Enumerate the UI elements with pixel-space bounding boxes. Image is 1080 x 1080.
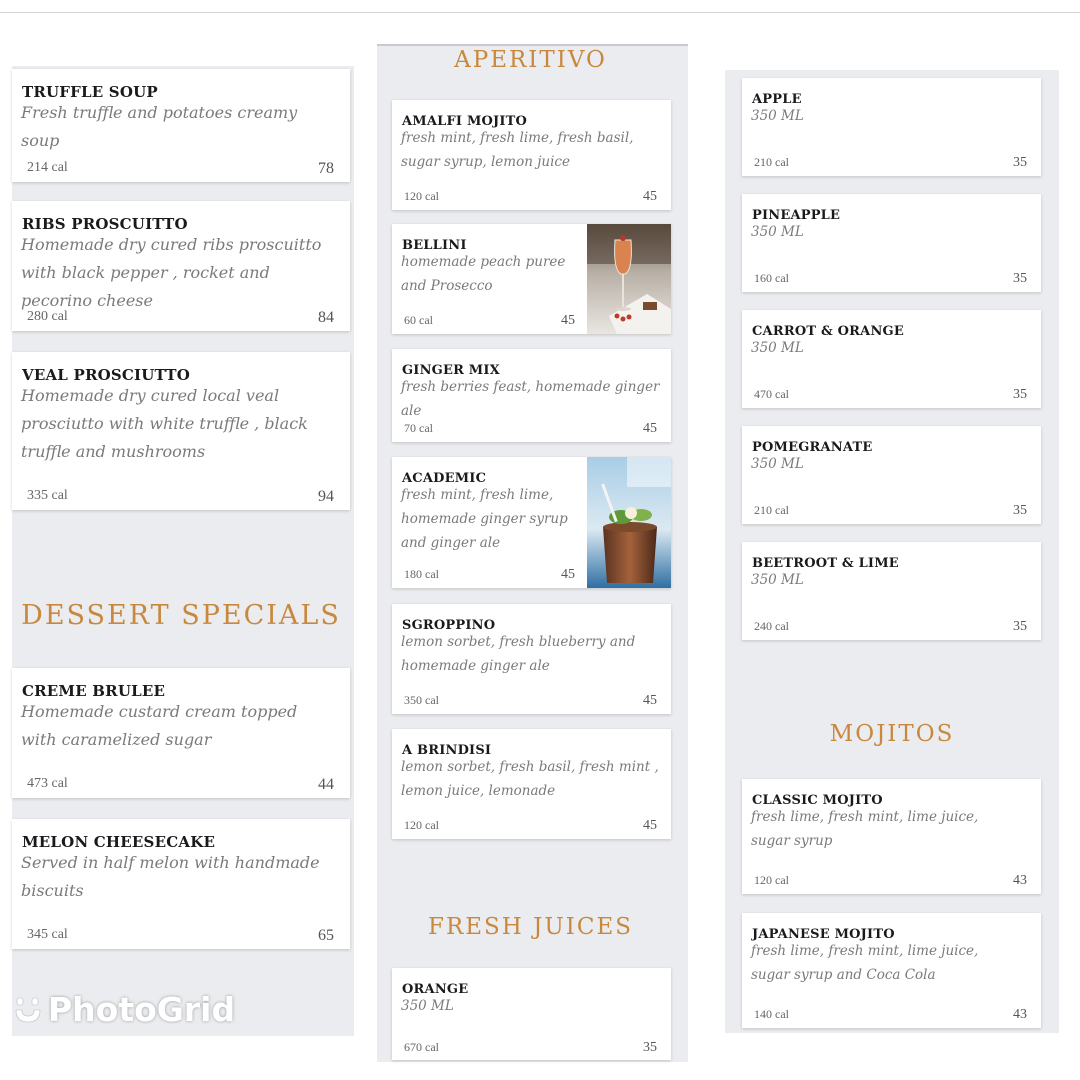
menu-card-creme-brulee[interactable] [12,668,350,798]
menu-card-academic[interactable] [392,457,671,588]
menu-card-veal-prosciutto[interactable] [12,352,350,510]
item-price: 35 [1013,619,1027,634]
item-name: A BRINDISI [402,743,492,758]
item-name: ACADEMIC [402,471,487,486]
item-price: 45 [643,818,657,833]
item-description: fresh berries feast, homemade ginger ale [401,379,660,419]
menu-card-apple[interactable] [742,78,1041,176]
item-calories: 280 cal [27,309,68,324]
item-description: Served in half melon with handmade biscuits [21,853,320,900]
menu-card-classic-mojito[interactable] [742,779,1041,894]
item-price: 35 [1013,271,1027,286]
item-price: 78 [318,160,334,177]
item-description: Homemade dry cured ribs proscuitto with black pepper , rocket and pecorino cheese [21,235,322,310]
item-description: 350 ML [751,340,804,356]
item-name: SGROPPINO [402,618,496,633]
item-name: POMEGRANATE [752,440,873,455]
section-title-mojitos: MOJITOS [829,721,955,747]
item-name: CREME BRULEE [22,682,166,700]
item-calories: 214 cal [27,160,68,175]
item-calories: 473 cal [27,776,68,791]
item-description: 350 ML [751,224,804,240]
item-calories: 350 cal [404,693,439,707]
item-name: CARROT & ORANGE [752,324,904,339]
item-description: Homemade custard cream topped with caramelized sugar [21,702,298,749]
photogrid-logo-icon [14,994,42,1024]
item-description: fresh lime, fresh mint, lime juice, sugar syrup [751,809,979,849]
item-description: 350 ML [751,456,804,472]
left-column [12,66,354,1036]
item-calories: 180 cal [404,567,439,581]
item-description: homemade peach puree and Prosecco [401,254,566,294]
bellini-photo [587,224,671,334]
section-title-aperitivo: APERITIVO [454,47,607,73]
item-name: CLASSIC MOJITO [752,793,883,808]
item-calories: 60 cal [404,313,433,327]
right-column [725,70,1059,1033]
item-calories: 210 cal [754,503,789,517]
item-description: 350 ML [751,108,804,124]
item-price: 44 [318,776,334,793]
item-description: 350 ML [751,572,804,588]
item-name: AMALFI MOJITO [402,114,528,129]
menu-card-ribs-proscuitto[interactable] [12,201,350,331]
item-price: 43 [1013,873,1027,888]
item-name: VEAL PROSCIUTTO [22,366,191,384]
item-name: JAPANESE MOJITO [752,927,895,942]
photogrid-watermark [14,990,235,1029]
item-price: 94 [318,488,334,505]
item-price: 45 [561,313,575,328]
item-name: APPLE [752,92,802,107]
item-price: 45 [643,189,657,204]
item-description: lemon sorbet, fresh basil, fresh mint , lemon juice, lemonade [401,759,659,799]
item-price: 45 [643,693,657,708]
item-description: Homemade dry cured local veal prosciutto with white truffle , black truffle and mushrooms [21,386,308,461]
item-price: 35 [1013,503,1027,518]
section-title-dessert-specials: DESSERT SPECIALS [21,600,341,631]
item-description: Fresh truffle and potatoes creamy soup [21,103,298,150]
item-name: RIBS PROSCUITTO [22,215,188,233]
item-description: fresh mint, fresh lime, homemade ginger syrup and ginger ale [401,487,568,551]
menu-card-truffle-soup[interactable] [12,69,350,182]
item-calories: 140 cal [754,1007,789,1021]
item-description: fresh lime, fresh mint, lime juice, sugar syrup and Coca Cola [751,943,979,983]
item-description: 350 ML [401,998,454,1014]
item-calories: 160 cal [754,271,789,285]
item-name: BEETROOT & LIME [752,556,899,571]
menu-card-orange[interactable] [392,968,671,1060]
item-calories: 470 cal [754,387,789,401]
item-calories: 70 cal [404,421,433,435]
academic-photo [587,457,671,588]
watermark-text: PhotoGrid [48,990,236,1029]
item-name: PINEAPPLE [752,208,841,223]
item-price: 45 [643,421,657,436]
menu-card-pineapple[interactable] [742,194,1041,292]
item-price: 35 [1013,387,1027,402]
item-name: GINGER MIX [402,363,500,378]
item-name: BELLINI [402,238,467,253]
item-price: 35 [1013,155,1027,170]
menu-card-japanese-mojito[interactable] [742,913,1041,1028]
top-divider [0,12,1080,13]
item-name: ORANGE [402,982,469,997]
menu-card-a-brindisi[interactable] [392,729,671,839]
menu-card-bellini[interactable] [392,224,671,334]
menu-card-sgroppino[interactable] [392,604,671,714]
middle-column [377,44,688,1062]
item-price: 43 [1013,1007,1027,1022]
menu-card-ginger-mix[interactable] [392,349,671,442]
menu-card-beetroot-lime[interactable] [742,542,1041,640]
item-calories: 210 cal [754,155,789,169]
item-name: TRUFFLE SOUP [22,83,158,101]
item-calories: 240 cal [754,619,789,633]
section-title-fresh-juices: FRESH JUICES [427,914,634,940]
item-price: 65 [318,927,334,944]
item-calories: 120 cal [404,818,439,832]
item-price: 35 [643,1040,657,1055]
item-price: 45 [561,567,575,582]
menu-card-carrot-orange[interactable] [742,310,1041,408]
menu-card-amalfi-mojito[interactable] [392,100,671,210]
item-description: fresh mint, fresh lime, fresh basil, sugar syrup, lemon juice [401,130,634,170]
item-name: MELON CHEESECAKE [22,833,216,851]
item-calories: 345 cal [27,927,68,942]
item-calories: 120 cal [404,189,439,203]
menu-card-pomegranate[interactable] [742,426,1041,524]
item-calories: 120 cal [754,873,789,887]
item-calories: 670 cal [404,1040,439,1054]
item-calories: 335 cal [27,488,68,503]
menu-card-melon-cheesecake[interactable] [12,819,350,949]
item-price: 84 [318,309,334,326]
item-description: lemon sorbet, fresh blueberry and homemade ginger ale [401,634,636,674]
